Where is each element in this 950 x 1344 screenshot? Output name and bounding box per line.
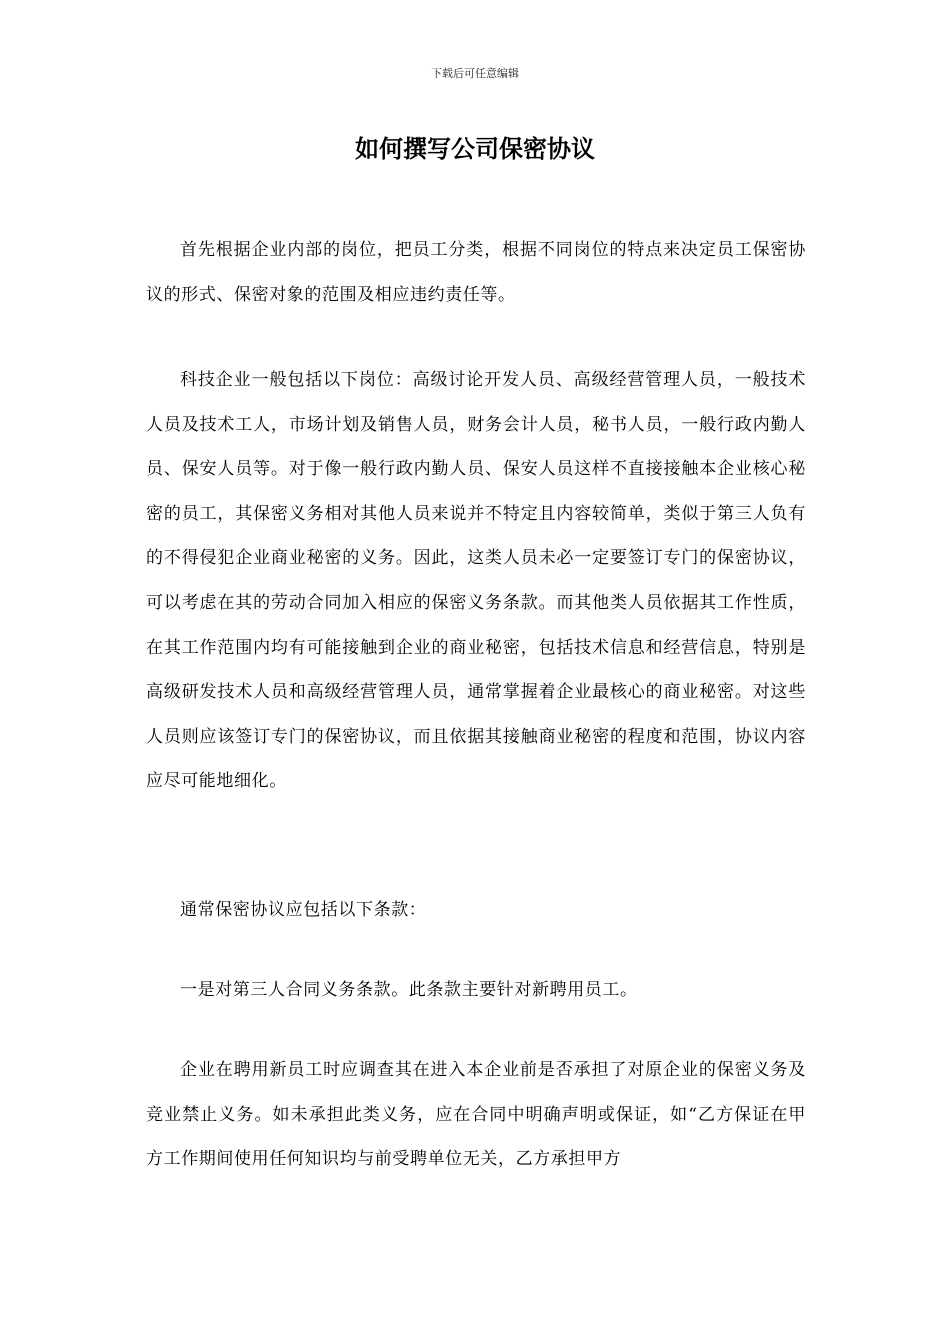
- paragraph-employee-classification: 首先根据企业内部的岗位，把员工分类，根据不同岗位的特点来决定员工保密协议的形式、保密对象的范围及相应违约责任等。: [146, 240, 806, 305]
- paragraph-third-party-clause: 一是对第三人合同义务条款。此条款主要针对新聘用员工。: [180, 980, 638, 1000]
- paragraph-new-employee-check: 企业在聘用新员工时应调查其在进入本企业前是否承担了对原企业的保密义务及竞业禁止义务。如未承担此类义务，应在合同中明确声明或保证，如“乙方保证在甲方工作期间使用任何知识均与前受聘单位无关，乙方承担甲方: [146, 1060, 806, 1170]
- document-title: 如何撰写公司保密协议: [355, 134, 595, 163]
- paragraph-clauses-intro: 通常保密协议应包括以下条款：: [180, 900, 427, 920]
- paragraph-tech-company-positions: 科技企业一般包括以下岗位：高级讨论开发人员、高级经营管理人员，一般技术人员及技术工人，市场计划及销售人员，财务会计人员，秘书人员，一般行政内勤人员、保安人员等。对于像一般行政内勤人员、保安人员这样不直接接触本企业核心秘密的员工，其保密义务相对其他人员来说并不特定且内容较简单，类似于第三人负有的不得侵犯企业商业秘密的义务。因此，这类人员未必一定要签订专门的保密协议，可以考虑在其的劳动合同加入相应的保密义务条款。而其他类人员依据其工作性质，在其工作范围内均有可能接触到企业的商业秘密，包括技术信息和经营信息，特别是高级研发技术人员和高级经营管理人员，通常掌握着企业最核心的商业秘密。对这些人员则应该签订专门的保密协议，而且依据其接触商业秘密的程度和范围，协议内容应尽可能地细化。: [146, 370, 806, 792]
- header-note: 下载后可任意编辑: [431, 67, 519, 80]
